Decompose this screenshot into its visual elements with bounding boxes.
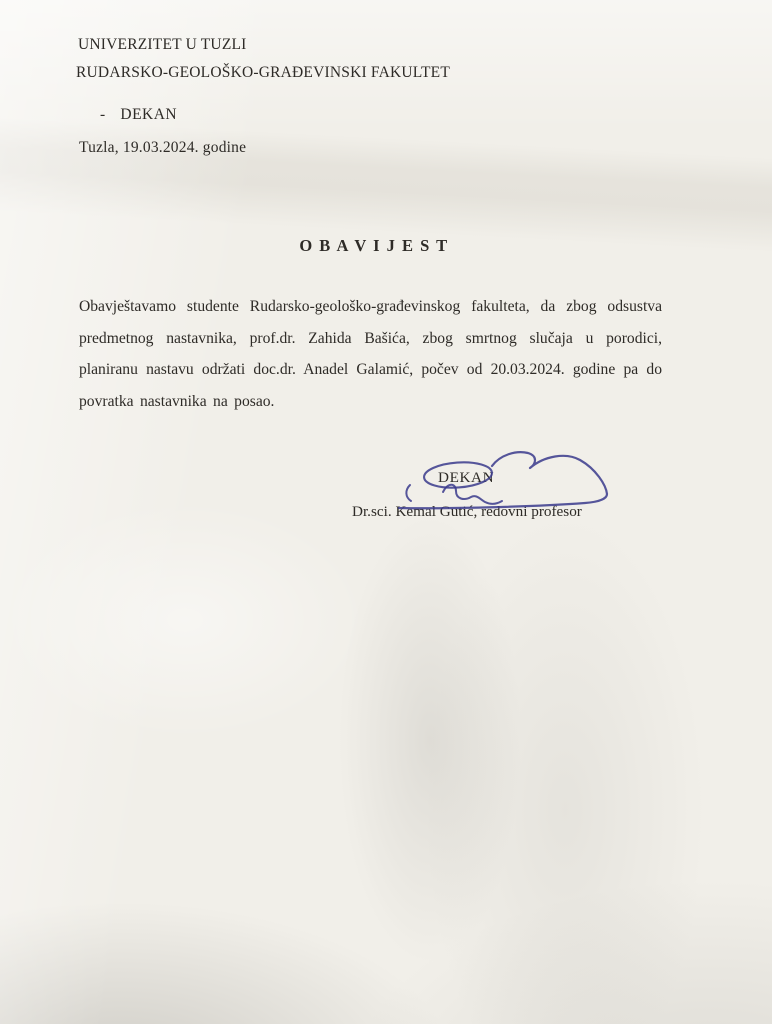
place-date-line: Tuzla, 19.03.2024. godine — [79, 139, 247, 156]
office-dash: - — [100, 106, 106, 123]
signature-ink — [394, 442, 634, 522]
university-name: UNIVERZITET U TUZLI — [78, 36, 247, 53]
faculty-name: RUDARSKO-GEOLOŠKO-GRAĐEVINSKI FAKULTET — [76, 64, 450, 81]
notice-body: Obavještavamo studente Rudarsko-geološko-građevinskog fakulteta, da zbog odsustva predmetnog nastavnika, prof.dr. Zahida Bašića, zbog smrtnog slučaja u porodici, planiranu nastavu održati doc.dr. Anadel Galamić, počev od 20.03.2024. godine pa do povratka nastavnika na posao. — [79, 298, 662, 410]
signatory-name: Dr.sci. Kemal Gutić, redovni profesor — [352, 503, 582, 520]
signature-role: DEKAN — [438, 469, 495, 486]
office-label: DEKAN — [120, 106, 178, 123]
notice-title: O B A V I J E S T — [299, 236, 449, 255]
office-line — [100, 106, 177, 124]
